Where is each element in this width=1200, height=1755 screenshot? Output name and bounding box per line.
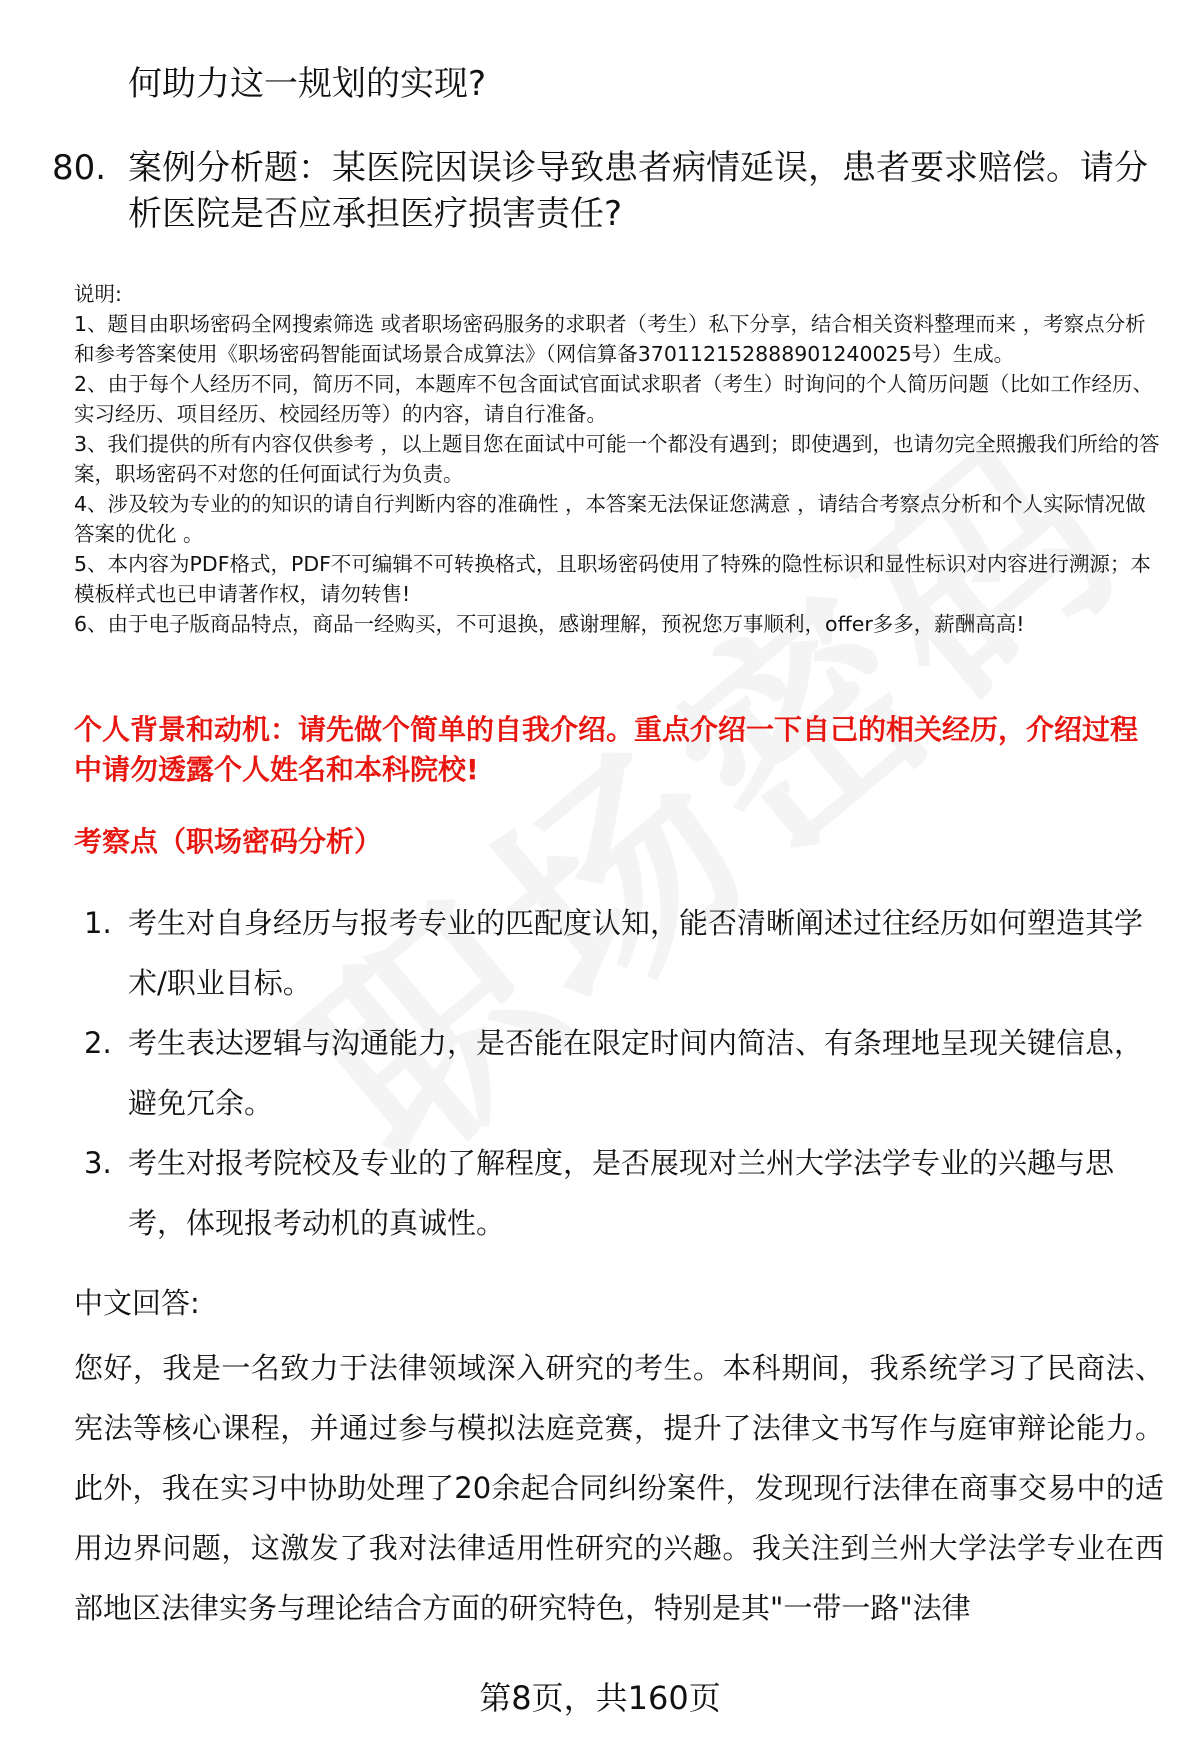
notes-item: 5、本内容为PDF格式，PDF不可编辑不可转换格式，且职场密码使用了特殊的隐性标识和显性标识对内容进行溯源；本模板样式也已申请著作权，请勿转售! bbox=[74, 552, 1151, 606]
analysis-point bbox=[84, 893, 1164, 1013]
notes-block bbox=[74, 279, 1164, 639]
page-footer: 第8页，共160页 bbox=[479, 1679, 721, 1717]
analysis-point-text: 考生对报考院校及专业的了解程度，是否展现对兰州大学法学专业的兴趣与思考，体现报考动机的真诚性。 bbox=[128, 1146, 1115, 1240]
notes-item: 1、题目由职场密码全网搜索筛选 或者职场密码服务的求职者（考生）私下分享，结合相关资料整理而来 ，考察点分析和参考答案使用《职场密码智能面试场景合成算法》（网信算备370112152888901240025号）生成。 bbox=[74, 312, 1146, 366]
analysis-point-text: 考生对自身经历与报考专业的匹配度认知，能否清晰阐述过往经历如何塑造其学术/职业目标。 bbox=[128, 906, 1144, 1000]
notes-item: 6、由于电子版商品特点，商品一经购买，不可退换，感谢理解，预祝您万事顺利，offer多多，薪酬高高! bbox=[74, 612, 1025, 636]
question-80 bbox=[52, 145, 1162, 237]
notes-item: 4、涉及较为专业的的知识的请自行判断内容的准确性 ，本答案无法保证您满意 ，请结合考察点分析和个人实际情况做答案的优化 。 bbox=[74, 492, 1146, 546]
analysis-point-text: 考生表达逻辑与沟通能力，是否能在限定时间内简洁、有条理地呈现关键信息，避免冗余。 bbox=[128, 1026, 1144, 1120]
answer-body: 您好，我是一名致力于法律领域深入研究的考生。本科期间，我系统学习了民商法、宪法等核心课程，并通过参与模拟法庭竞赛，提升了法律文书写作与庭审辩论能力。此外，我在实习中协助处理了20余起合同纠纷案件，发现现行法律在商事交易中的适用边界问题，这激发了我对法律适用性研究的兴趣。我关注到兰州大学法学专业在西部地区法律实务与理论结合方面的研究特色，特别是其"一带一路"法律 bbox=[74, 1351, 1164, 1625]
answer-label: 中文回答: bbox=[74, 1286, 200, 1320]
analysis-point-number: 2. bbox=[84, 1026, 112, 1060]
question-number: 80. bbox=[52, 148, 107, 188]
analysis-point bbox=[84, 1013, 1164, 1133]
analysis-point bbox=[84, 1133, 1164, 1253]
analysis-points-list bbox=[84, 893, 1164, 1253]
analysis-point-number: 3. bbox=[84, 1146, 112, 1180]
analysis-heading: 考察点（职场密码分析） bbox=[74, 825, 383, 858]
analysis-point-number: 1. bbox=[84, 906, 112, 940]
question-text: 案例分析题：某医院因误诊导致患者病情延误，患者要求赔偿。请分析医院是否应承担医疗损害责任? bbox=[128, 148, 1148, 234]
notes-item: 3、我们提供的所有内容仅供参考 ，以上题目您在面试中可能一个都没有遇到；即使遇到，也请勿完全照搬我们所给的答案，职场密码不对您的任何面试行为负责。 bbox=[74, 432, 1160, 486]
section-heading: 个人背景和动机：请先做个简单的自我介绍。重点介绍一下自己的相关经历，介绍过程中请勿透露个人姓名和本科院校! bbox=[74, 713, 1139, 786]
notes-title: 说明: bbox=[74, 282, 122, 306]
notes-item: 2、由于每个人经历不同，简历不同，本题库不包含面试官面试求职者（考生）时询问的个人简历问题（比如工作经历、实习经历、项目经历、校园经历等）的内容，请自行准备。 bbox=[74, 372, 1154, 426]
question-continuation: 何助力这一规划的实现? bbox=[128, 64, 487, 104]
